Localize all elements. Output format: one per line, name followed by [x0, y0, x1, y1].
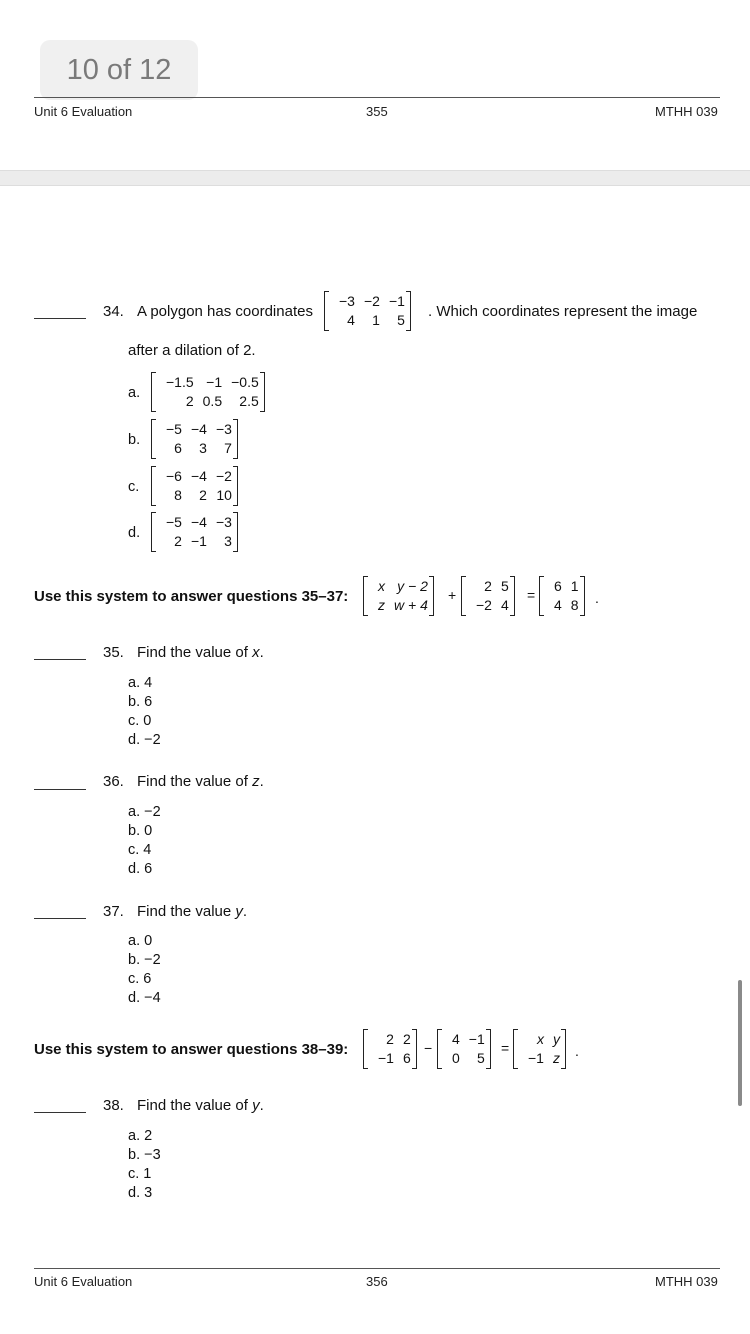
- q36-option-d: d. 6: [128, 861, 153, 877]
- answer-blank-38[interactable]: [34, 1112, 86, 1113]
- header-right: MTHH 039: [655, 104, 718, 119]
- matrix-cell: 6: [174, 440, 182, 456]
- matrix-cell: −1: [378, 1050, 394, 1066]
- system1-matrix-1: [363, 577, 434, 615]
- matrix-cell: −1: [190, 533, 207, 549]
- system1-equals: =: [527, 587, 536, 603]
- system2-label: Use this system to answer questions 38–39:: [34, 1041, 349, 1058]
- footer-rule: [34, 1268, 720, 1269]
- matrix-cell: 1: [372, 312, 380, 328]
- matrix-cell: −2: [476, 597, 492, 613]
- footer-left: Unit 6 Evaluation: [34, 1274, 133, 1289]
- q36-options: [128, 803, 161, 879]
- q38-option-c: c. 1: [128, 1166, 152, 1182]
- matrix-cell: y: [552, 1031, 560, 1047]
- q37-text: Find the value y.: [137, 903, 248, 920]
- q35-text: Find the value of x.: [137, 644, 264, 661]
- matrix-cell: 2: [484, 578, 492, 594]
- matrix-cell: 5: [397, 312, 405, 328]
- matrix-cell: 8: [570, 597, 579, 613]
- header-left: Unit 6 Evaluation: [34, 104, 133, 119]
- header-rule: [34, 97, 720, 98]
- matrix-cell: −3: [215, 421, 232, 437]
- system2-period: .: [575, 1043, 579, 1059]
- matrix-cell: −1.5: [166, 374, 194, 390]
- matrix-cell: z: [378, 597, 385, 613]
- q35-option-b: b. 6: [128, 694, 153, 710]
- footer-page-number: 356: [366, 1274, 388, 1289]
- q34-option-b-matrix: [151, 420, 238, 458]
- q34-text: A polygon has coordinates: [137, 303, 313, 320]
- page-indicator: 10 of 12: [40, 40, 198, 100]
- matrix-cell: 5: [500, 578, 509, 594]
- answer-blank-35[interactable]: [34, 659, 86, 660]
- answer-blank-34[interactable]: [34, 318, 86, 319]
- q35-option-c: c. 0: [128, 713, 152, 729]
- matrix-cell: −1: [528, 1050, 544, 1066]
- q34-option-c-matrix: [151, 467, 238, 505]
- matrix-cell: 2: [199, 487, 207, 503]
- q34-number: 34.: [103, 303, 124, 320]
- system1-period: .: [595, 590, 599, 606]
- scrollbar-thumb[interactable]: [738, 980, 742, 1106]
- matrix-cell: y − 2: [397, 578, 428, 594]
- q37-number: 37.: [103, 903, 124, 920]
- system1-plus: +: [448, 587, 457, 603]
- matrix-cell: −5: [166, 514, 182, 530]
- q35-number: 35.: [103, 644, 124, 661]
- system2-minus: −: [424, 1040, 433, 1056]
- q37-options: [128, 932, 161, 1008]
- matrix-cell: 10: [216, 487, 232, 503]
- matrix-cell: −1: [388, 293, 405, 309]
- system2-matrix-2: [437, 1030, 491, 1068]
- matrix-cell: −6: [166, 468, 182, 484]
- matrix-cell: 5: [476, 1050, 485, 1066]
- matrix-cell: 4: [554, 597, 562, 613]
- q37-option-b: b. −2: [128, 952, 161, 968]
- matrix-cell: 4: [500, 597, 509, 613]
- matrix-cell: 7: [224, 440, 232, 456]
- q34-option-b-letter: b.: [128, 432, 141, 448]
- matrix-cell: −3: [339, 293, 355, 309]
- matrix-cell: 3: [199, 440, 207, 456]
- matrix-cell: 8: [174, 487, 182, 503]
- matrix-cell: 2.5: [239, 393, 259, 409]
- system2-matrix-3: [513, 1030, 566, 1068]
- q34-option-d-matrix: [151, 513, 238, 551]
- q38-text: Find the value of y.: [137, 1097, 264, 1114]
- matrix-cell: 0.5: [202, 393, 223, 409]
- q36-text: Find the value of z.: [137, 773, 264, 790]
- q34-matrix: [324, 292, 411, 330]
- matrix-cell: −4: [190, 514, 207, 530]
- matrix-cell: 4: [452, 1031, 460, 1047]
- system1-label: Use this system to answer questions 35–37:: [34, 588, 349, 605]
- matrix-cell: 6: [402, 1050, 411, 1066]
- matrix-cell: 4: [347, 312, 355, 328]
- matrix-cell: −1: [206, 374, 223, 390]
- q36-number: 36.: [103, 773, 124, 790]
- matrix-cell: 3: [224, 533, 232, 549]
- q36-option-a: a. −2: [128, 804, 161, 820]
- q38-option-d: d. 3: [128, 1185, 153, 1201]
- q38-option-a: a. 2: [128, 1128, 153, 1144]
- system1-matrix-3: [539, 577, 585, 615]
- q35-options: [128, 674, 161, 750]
- q34-option-c-letter: c.: [128, 479, 140, 495]
- matrix-cell: 1: [570, 578, 579, 594]
- page-separator: [0, 170, 750, 186]
- q37-option-a: a. 0: [128, 933, 153, 949]
- system2-matrix-1: [363, 1030, 417, 1068]
- system2-equals: =: [501, 1040, 510, 1056]
- matrix-cell: w + 4: [394, 597, 428, 613]
- matrix-cell: −1: [468, 1031, 485, 1047]
- matrix-cell: 2: [174, 533, 182, 549]
- q37-option-c: c. 6: [128, 971, 152, 987]
- answer-blank-36[interactable]: [34, 789, 86, 790]
- matrix-cell: 2: [185, 393, 194, 409]
- q38-number: 38.: [103, 1097, 124, 1114]
- q34-option-a-letter: a.: [128, 385, 141, 401]
- matrix-cell: −5: [166, 421, 182, 437]
- q34-text-after: . Which coordinates represent the image: [428, 303, 698, 320]
- matrix-cell: −2: [363, 293, 380, 309]
- header-page-number: 355: [366, 104, 388, 119]
- matrix-cell: −2: [215, 468, 232, 484]
- answer-blank-37[interactable]: [34, 918, 86, 919]
- q34-option-a-matrix: [151, 373, 265, 411]
- q38-option-b: b. −3: [128, 1147, 161, 1163]
- matrix-cell: −0.5: [231, 374, 259, 390]
- q35-option-a: a. 4: [128, 675, 153, 691]
- q36-option-c: c. 4: [128, 842, 152, 858]
- matrix-cell: 2: [402, 1031, 411, 1047]
- q37-option-d: d. −4: [128, 990, 161, 1006]
- q38-options: [128, 1127, 161, 1203]
- matrix-cell: x: [536, 1031, 544, 1047]
- footer-right: MTHH 039: [655, 1274, 718, 1289]
- q34-text-line2: after a dilation of 2.: [128, 342, 256, 359]
- matrix-cell: 2: [386, 1031, 394, 1047]
- matrix-cell: 0: [452, 1050, 460, 1066]
- q35-option-d: d. −2: [128, 732, 161, 748]
- matrix-cell: 6: [554, 578, 562, 594]
- q36-option-b: b. 0: [128, 823, 153, 839]
- matrix-cell: −4: [190, 468, 207, 484]
- matrix-cell: −4: [190, 421, 207, 437]
- matrix-cell: x: [378, 578, 385, 594]
- matrix-cell: z: [552, 1050, 560, 1066]
- q34-option-d-letter: d.: [128, 525, 141, 541]
- system1-matrix-2: [461, 577, 515, 615]
- matrix-cell: −3: [215, 514, 232, 530]
